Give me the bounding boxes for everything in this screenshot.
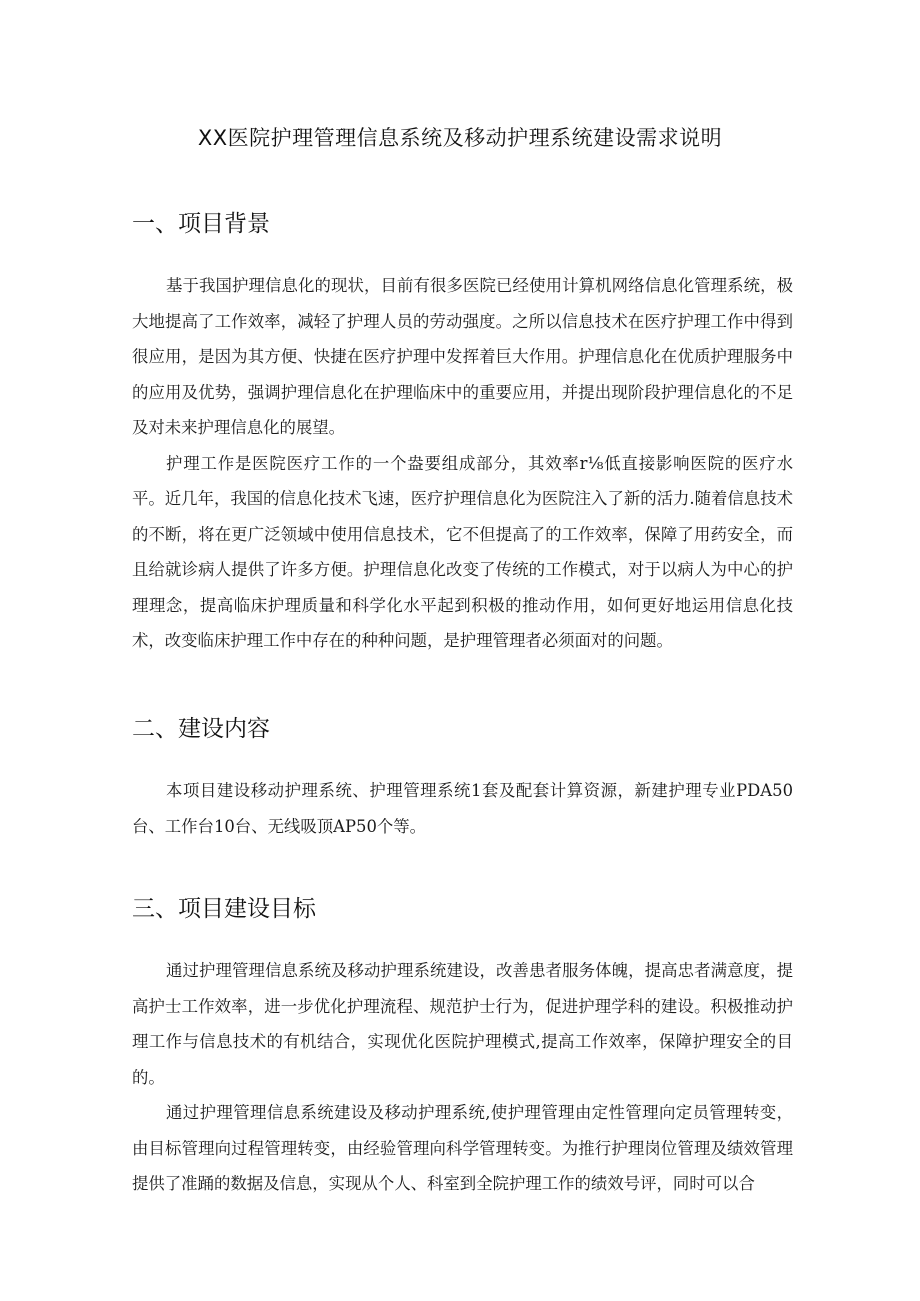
section-body-content <box>132 773 793 844</box>
document-title: XX医院护理管理信息系统及移动护理系统建设需求说明 <box>197 126 723 150</box>
paragraph: 护理工作是医院医疗工作的一个盎要组成部分，其效率r⅛低直接影响医院的医疗水平。近几年，我国的信息化技术飞速，医疗护理信息化为医院注入了新的活力.随着信息技术的不断，将在更广泛领域中使用信息技术，它不但提高了的工作效率，保障了用药安全，而且给就诊病人提供了许多方便。护理信息化改变了传统的工作模式，对于以病人为中心的护理理念，提高临床护理质量和科学化水平起到积极的推动作用，如何更好地运用信息化技术，改变临床护理工作中存在的种种问题，是护理管理者必须面对的问题。 <box>132 453 793 650</box>
section-heading-content: 二、建设内容 <box>132 716 270 742</box>
paragraph: 通过护理管理信息系统建设及移动护理系统,使护理管理由定性管理向定员管理转变，由目标管理向过程管理转变，由经验管理向科学管理转变。为推行护理岗位管理及绩效管理提供了准踊的数据及信息，实现从个人、科室到全院护理工作的绩效号评，同时可以合 <box>132 1103 793 1193</box>
section-body-goals <box>132 953 793 1202</box>
section-heading-goals: 三、项目建设目标 <box>132 896 316 922</box>
paragraph: 基于我国护理信息化的现状，目前有很多医院已经使用计算机网络信息化管理系统，极大地提高了工作效率，减轻了护理人员的劳动强度。之所以信息技术在医疗护理工作中得到很应用，是因为其方便、快捷在医疗护理中发挥着巨大作用。护理信息化在优质护理服务中的应用及优势，强调护理信息化在护理临床中的重要应用，并提出现阶段护理信息化的不足及对未来护理信息化的展望。 <box>132 276 793 437</box>
paragraph: 本项目建设移动护理系统、护理管理系统1套及配套计算资源，新建护理专业PDA50台、工作台10台、无线吸顶AP50个等。 <box>132 781 793 836</box>
paragraph: 通过护理管理信息系统及移动护理系统建设，改善患者服务体魄，提高忠者满意度，提高护士工作效率，进一步优化护理流程、规范护士行为，促进护理学科的建设。积极推动护理工作与信息技术的有机结合，实现优化医院护理模式,提高工作效率，保障护理安全的目的。 <box>132 961 793 1087</box>
section-heading-background: 一、项目背景 <box>132 211 270 237</box>
section-body-background <box>132 268 793 659</box>
